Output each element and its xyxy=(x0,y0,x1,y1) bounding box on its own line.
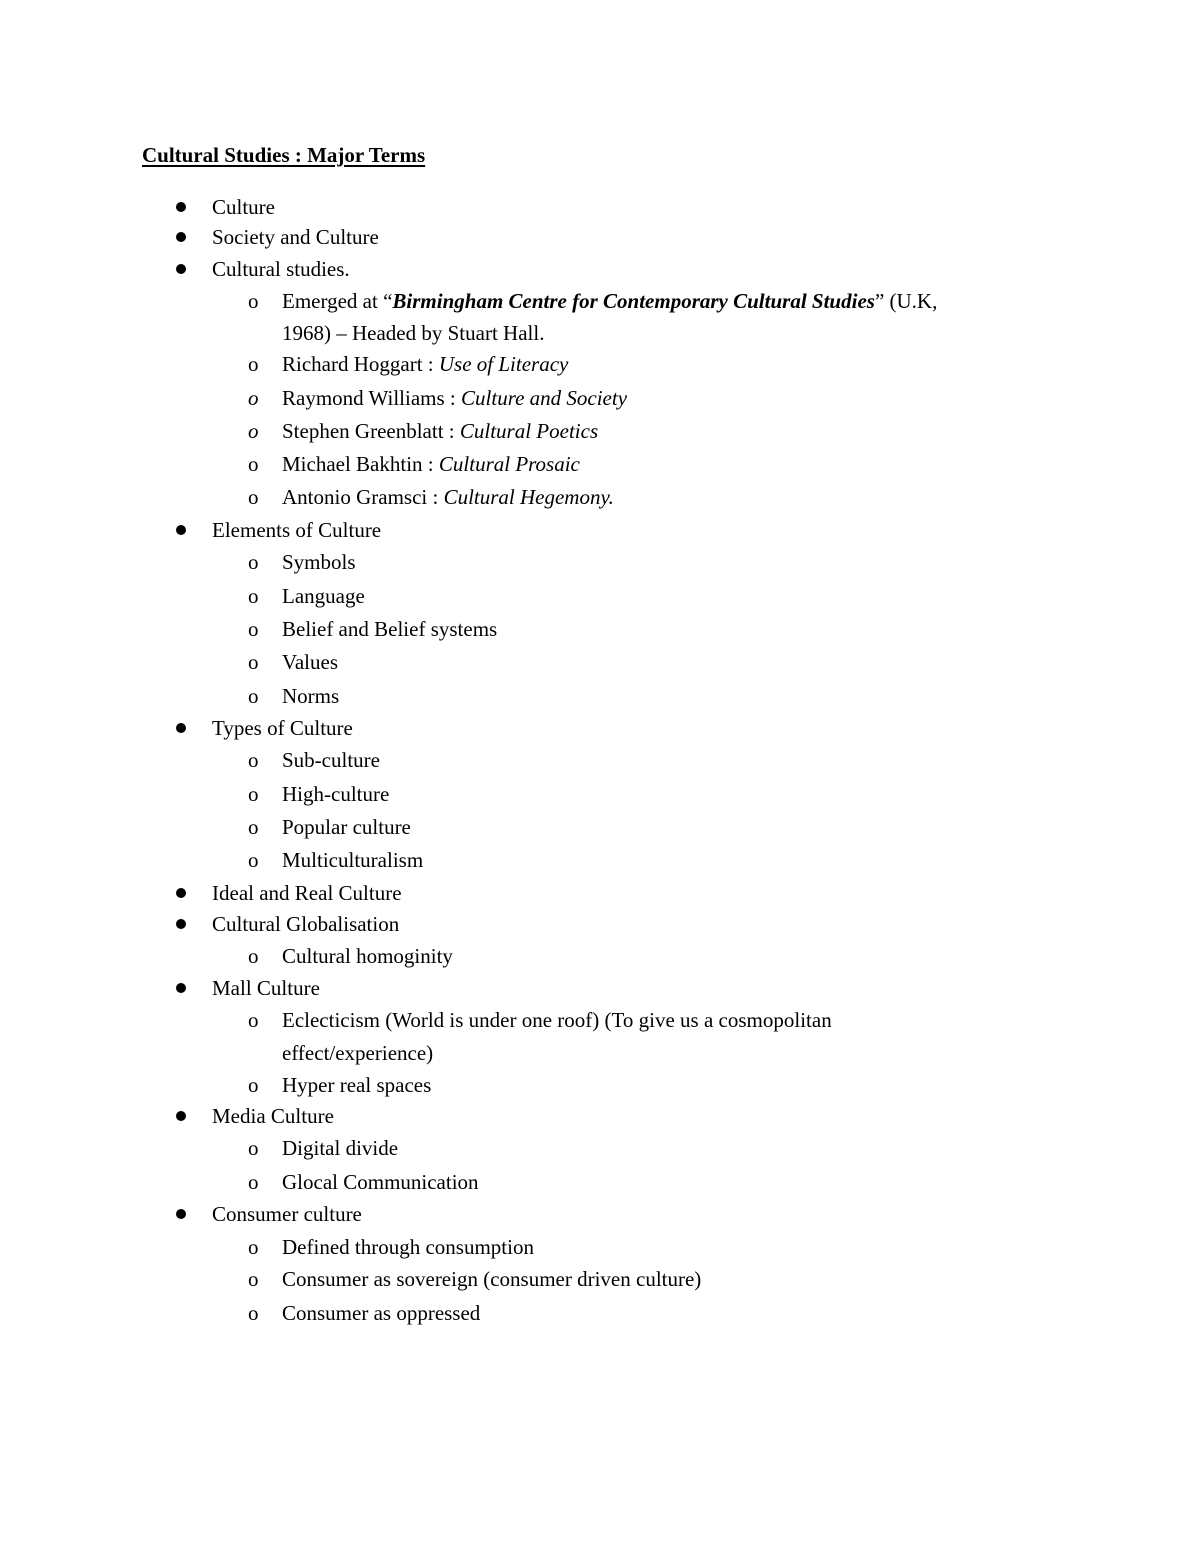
author-name: Michael Bakhtin : xyxy=(282,452,439,476)
work-title: Cultural Hegemony. xyxy=(443,485,614,509)
bullet-icon xyxy=(176,1111,186,1121)
sub-bullet-icon: o xyxy=(248,1136,259,1160)
list-item-types: Types of Culture xyxy=(212,716,353,740)
sub-bullet-icon: o xyxy=(248,386,259,410)
sub-item-gramsci xyxy=(282,484,614,510)
sub-item-hoggart xyxy=(282,351,568,377)
list-item-cultural-studies: Cultural studies. xyxy=(212,257,350,281)
sub-bullet-icon: o xyxy=(248,815,259,839)
sub-bullet-icon: o xyxy=(248,684,259,708)
sub-item-digital-divide: Digital divide xyxy=(282,1136,399,1160)
sub-item-popular-culture: Popular culture xyxy=(282,815,411,839)
sub-bullet-icon: o xyxy=(248,1301,259,1325)
sub-item-hyper-real: Hyper real spaces xyxy=(282,1073,432,1097)
sub-item-language: Language xyxy=(282,584,365,608)
sub-bullet-icon: o xyxy=(248,782,259,806)
sub-item-values: Values xyxy=(282,650,338,674)
list-item-ideal-real: Ideal and Real Culture xyxy=(212,881,402,905)
sub-item-sub-culture: Sub-culture xyxy=(282,748,380,772)
sub-bullet-icon: o xyxy=(248,617,259,641)
sub-bullet-icon: o xyxy=(248,352,259,376)
sub-item-high-culture: High-culture xyxy=(282,782,390,806)
sub-bullet-icon: o xyxy=(248,452,259,476)
sub-bullet-icon: o xyxy=(248,1008,259,1032)
bullet-icon xyxy=(176,1209,186,1219)
sub-bullet-icon: o xyxy=(248,1073,259,1097)
sub-item-sovereign: Consumer as sovereign (consumer driven culture) xyxy=(282,1267,702,1291)
list-item-mall: Mall Culture xyxy=(212,976,320,1000)
sub-bullet-icon: o xyxy=(248,944,259,968)
author-name: Raymond Williams : xyxy=(282,386,462,410)
sub-item-continuation: effect/experience) xyxy=(282,1041,434,1065)
sub-bullet-icon: o xyxy=(248,584,259,608)
bullet-icon xyxy=(176,888,186,898)
sub-item-continuation: 1968) – Headed by Stuart Hall. xyxy=(282,321,545,345)
sub-bullet-icon: o xyxy=(248,289,259,313)
list-item-consumer: Consumer culture xyxy=(212,1202,362,1226)
sub-item-norms: Norms xyxy=(282,684,340,708)
list-item-media: Media Culture xyxy=(212,1104,334,1128)
author-name: Richard Hoggart : xyxy=(282,352,439,376)
list-item-culture: Culture xyxy=(212,195,275,219)
sub-item-symbols: Symbols xyxy=(282,550,356,574)
sub-bullet-icon: o xyxy=(248,1170,259,1194)
sub-item-williams xyxy=(282,385,627,411)
page-title: Cultural Studies : Major Terms xyxy=(142,143,426,167)
work-title: Cultural Prosaic xyxy=(438,452,580,476)
sub-bullet-icon: o xyxy=(248,1235,259,1259)
sub-bullet-icon: o xyxy=(248,650,259,674)
sub-bullet-icon: o xyxy=(248,419,259,443)
sub-item-homoginity: Cultural homoginity xyxy=(282,944,453,968)
list-item-elements: Elements of Culture xyxy=(212,518,382,542)
author-name: Antonio Gramsci : xyxy=(282,485,444,509)
bullet-icon xyxy=(176,525,186,535)
sub-item-bakhtin xyxy=(282,451,580,477)
sub-item-text: Emerged at “ xyxy=(282,289,393,313)
sub-bullet-icon: o xyxy=(248,485,259,509)
bullet-icon xyxy=(176,232,186,242)
centre-name: Birmingham Centre for Contemporary Cultural Studies xyxy=(392,289,875,313)
sub-item-birmingham xyxy=(282,288,937,314)
bullet-icon xyxy=(176,723,186,733)
sub-bullet-icon: o xyxy=(248,848,259,872)
sub-item-consumption: Defined through consumption xyxy=(282,1235,534,1259)
author-name: Stephen Greenblatt : xyxy=(282,419,460,443)
work-title: Culture and Society xyxy=(461,386,628,410)
sub-item-eclecticism: Eclecticism (World is under one roof) (To give us a cosmopolitan xyxy=(282,1008,832,1032)
sub-bullet-icon: o xyxy=(248,550,259,574)
sub-item-oppressed: Consumer as oppressed xyxy=(282,1301,481,1325)
sub-bullet-icon: o xyxy=(248,1267,259,1291)
work-title: Cultural Poetics xyxy=(459,419,599,443)
work-title: Use of Literacy xyxy=(438,352,569,376)
bullet-icon xyxy=(176,264,186,274)
sub-item-text: ” (U.K, xyxy=(874,289,938,313)
list-item-society-culture: Society and Culture xyxy=(212,225,379,249)
bullet-icon xyxy=(176,202,186,212)
bullet-icon xyxy=(176,919,186,929)
list-item-globalisation: Cultural Globalisation xyxy=(212,912,400,936)
bullet-icon xyxy=(176,983,186,993)
sub-item-greenblatt xyxy=(282,418,598,444)
sub-item-belief: Belief and Belief systems xyxy=(282,617,498,641)
sub-bullet-icon: o xyxy=(248,748,259,772)
sub-item-multiculturalism: Multiculturalism xyxy=(282,848,424,872)
sub-item-glocal: Glocal Communication xyxy=(282,1170,479,1194)
